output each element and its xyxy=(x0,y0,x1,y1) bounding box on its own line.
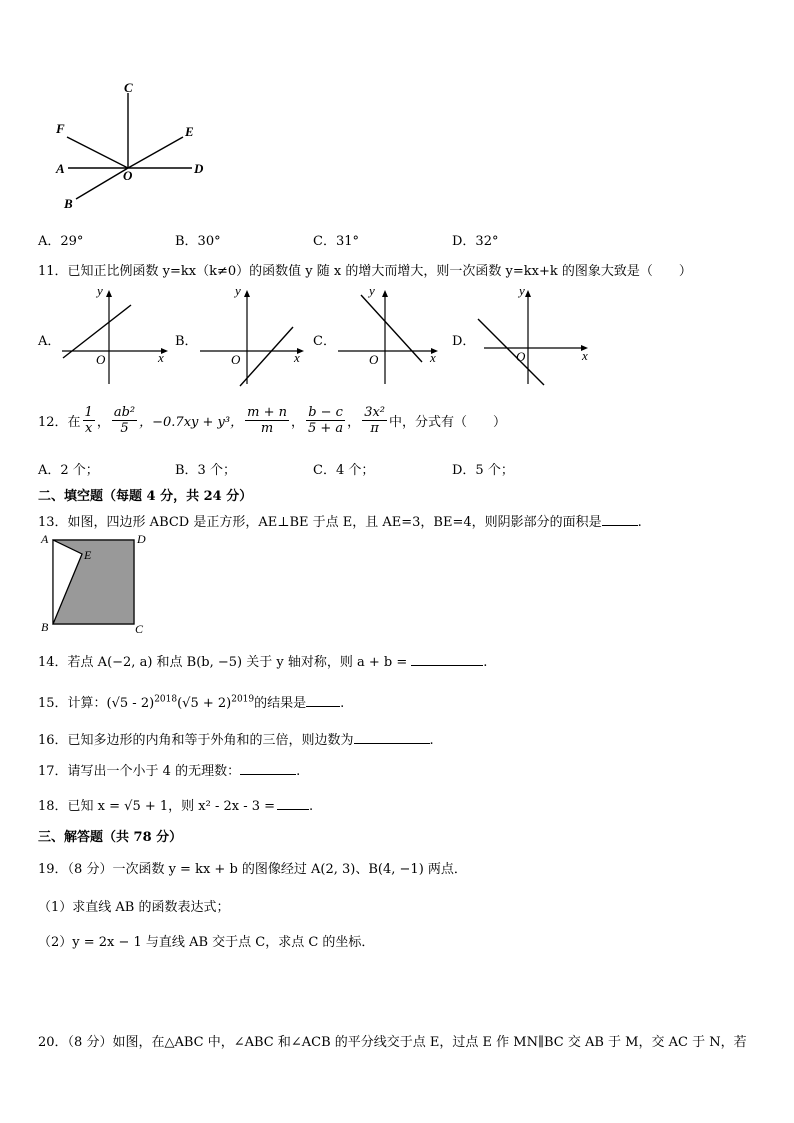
q15-lead: 15．计算： xyxy=(38,696,107,711)
q17-end: . xyxy=(296,764,301,779)
q20-stem: 20．（8 分）如图，在△ABC 中，∠ABC 和∠ACB 的平分线交于点 E，过点 E 作 MN∥BC 交 AB 于 M，交 AC 于 N，若 xyxy=(38,1035,747,1050)
q12-lead: 12．在 xyxy=(38,414,81,430)
x-label: x xyxy=(582,348,588,363)
q14-end: . xyxy=(483,655,488,670)
q19-part-1: （1）求直线 AB 的函数表达式； xyxy=(38,900,230,915)
q12-f1-num: 1 xyxy=(84,404,93,420)
x-label: x xyxy=(294,350,300,365)
q14-answer-blank[interactable] xyxy=(411,664,483,666)
q15-expr-2: (√5 + 2) xyxy=(177,696,232,711)
q15-end: . xyxy=(340,696,345,711)
q16-text: 16．已知多边形的内角和等于外角和的三倍，则边数为 xyxy=(38,733,354,748)
function-line xyxy=(63,305,131,358)
q12-f6-den: π xyxy=(370,420,379,436)
q12-f4-num: m + n xyxy=(247,404,287,420)
q10-option-b: B．30° xyxy=(175,234,221,249)
q12-f5-num: b − c xyxy=(306,405,345,421)
q11-graph-d xyxy=(474,282,599,387)
q16-stem xyxy=(38,729,434,748)
section-3-heading: 三、解答题（共 78 分） xyxy=(38,830,183,845)
q12-option-a: A．2 个； xyxy=(38,463,99,478)
q17-stem xyxy=(38,760,300,779)
q11-option-a-letter: A． xyxy=(38,334,61,349)
q12-sep-1: ， xyxy=(96,414,110,430)
origin-label: O xyxy=(369,352,379,367)
y-label: y xyxy=(519,283,525,298)
x-label: x xyxy=(430,350,436,365)
q12-fraction-5 xyxy=(306,405,345,436)
ray-o-f xyxy=(67,137,128,168)
q15-tail: 的结果是 xyxy=(254,696,307,711)
function-line xyxy=(240,327,293,386)
q15-expr-1: (√5 - 2) xyxy=(106,696,155,711)
label-b: B xyxy=(41,620,49,634)
q10-angle-figure xyxy=(50,78,220,213)
q15-exp-1: 2018 xyxy=(154,694,178,705)
q15-exp-2: 2019 xyxy=(231,694,255,705)
label-d: D xyxy=(194,161,204,176)
q10-option-a: A．29° xyxy=(38,234,84,249)
q12-stem xyxy=(38,398,506,442)
q10-option-c: C．31° xyxy=(313,234,359,249)
label-d: D xyxy=(137,532,146,546)
label-e: E xyxy=(84,548,92,562)
origin-label: O xyxy=(231,352,241,367)
q13-answer-blank[interactable] xyxy=(602,524,638,526)
q16-end: . xyxy=(429,733,434,748)
label-b: B xyxy=(64,196,73,211)
label-o: O xyxy=(123,168,133,183)
label-c: C xyxy=(135,622,144,636)
q12-fraction-2 xyxy=(112,405,137,436)
function-line xyxy=(478,319,544,385)
q11-option-b-letter: B． xyxy=(175,334,198,349)
q12-option-d: D．5 个； xyxy=(452,463,514,478)
q18-stem xyxy=(38,795,313,814)
q17-answer-blank[interactable] xyxy=(240,773,296,775)
q11-stem: 11．已知正比例函数 y=kx（k≠0）的函数值 y 随 x 的增大而增大，则一次函数 y=kx+k 的图象大致是（ ） xyxy=(38,264,692,279)
section-2-heading: 二、填空题（每题 4 分，共 24 分） xyxy=(38,489,253,504)
q12-fraction-1 xyxy=(83,405,95,436)
q11-option-c-letter: C． xyxy=(313,334,336,349)
ray-o-b xyxy=(76,168,128,199)
q18-answer-blank[interactable] xyxy=(277,808,309,810)
q16-answer-blank[interactable] xyxy=(354,742,430,744)
q17-text: 17．请写出一个小于 4 的无理数： xyxy=(38,764,241,779)
x-label: x xyxy=(158,350,164,365)
q11-graph-a xyxy=(60,282,175,387)
q12-option-c: C．4 个； xyxy=(313,463,375,478)
q12-f1-den: x xyxy=(85,420,93,436)
q15-stem xyxy=(38,692,344,711)
q12-f2-num: ab² xyxy=(113,404,136,420)
origin-label: O xyxy=(96,352,106,367)
label-a: A xyxy=(41,532,49,546)
q13-text: 13．如图，四边形 ABCD 是正方形，AE⊥BE 于点 E，且 AE=3，BE=4，则阴影部分的面积是 xyxy=(38,515,602,530)
q12-sep-4: ， xyxy=(290,414,304,430)
label-e: E xyxy=(185,124,194,139)
label-a: A xyxy=(56,161,65,176)
q12-f5-den: 5 + a xyxy=(307,420,344,436)
y-label: y xyxy=(97,283,103,298)
q19-part-2: （2）y = 2x − 1 与直线 AB 交于点 C，求点 C 的坐标． xyxy=(38,935,375,950)
origin-label: O xyxy=(516,349,526,364)
label-c: C xyxy=(124,80,133,95)
q11-graph-c xyxy=(336,282,451,387)
q18-end: . xyxy=(309,799,314,814)
y-axis-arrow xyxy=(525,290,531,297)
q15-answer-blank[interactable] xyxy=(306,705,340,707)
q10-option-d: D．32° xyxy=(452,234,499,249)
y-label: y xyxy=(235,283,241,298)
y-axis-arrow xyxy=(382,290,388,297)
y-axis-arrow xyxy=(106,290,112,297)
q14-stem xyxy=(38,651,487,670)
y-axis-arrow xyxy=(244,290,250,297)
q14-text: 14．若点 A(−2, a) 和点 B(b, −5) 关于 y 轴对称，则 a + b = xyxy=(38,655,408,670)
q12-sep-5: ， xyxy=(347,414,361,430)
q11-option-d-letter: D． xyxy=(452,334,476,349)
q12-f2-den: 5 xyxy=(120,420,129,436)
ray-o-e xyxy=(128,137,183,168)
label-f: F xyxy=(56,121,65,136)
q13-end: . xyxy=(637,515,642,530)
q12-tail: 中，分式有（ ） xyxy=(389,414,507,430)
q12-f4-den: m xyxy=(260,420,274,436)
q12-expr-3: ，−0.7xy + y³， xyxy=(139,414,244,430)
q13-stem xyxy=(38,511,642,530)
q18-text: 18．已知 x = √5 + 1，则 x² - 2x - 3 = xyxy=(38,799,276,814)
q19-stem: 19．（8 分）一次函数 y = kx + b 的图像经过 A(2, 3)、B(4, −1) 两点． xyxy=(38,862,467,877)
q13-square-figure xyxy=(38,530,150,636)
q12-fraction-6 xyxy=(362,405,387,436)
q12-f6-num: 3x² xyxy=(364,404,386,420)
y-label: y xyxy=(369,283,375,298)
q11-graph-b xyxy=(198,282,313,387)
q12-fraction-4 xyxy=(245,405,289,436)
q12-option-b: B．3 个； xyxy=(175,463,236,478)
